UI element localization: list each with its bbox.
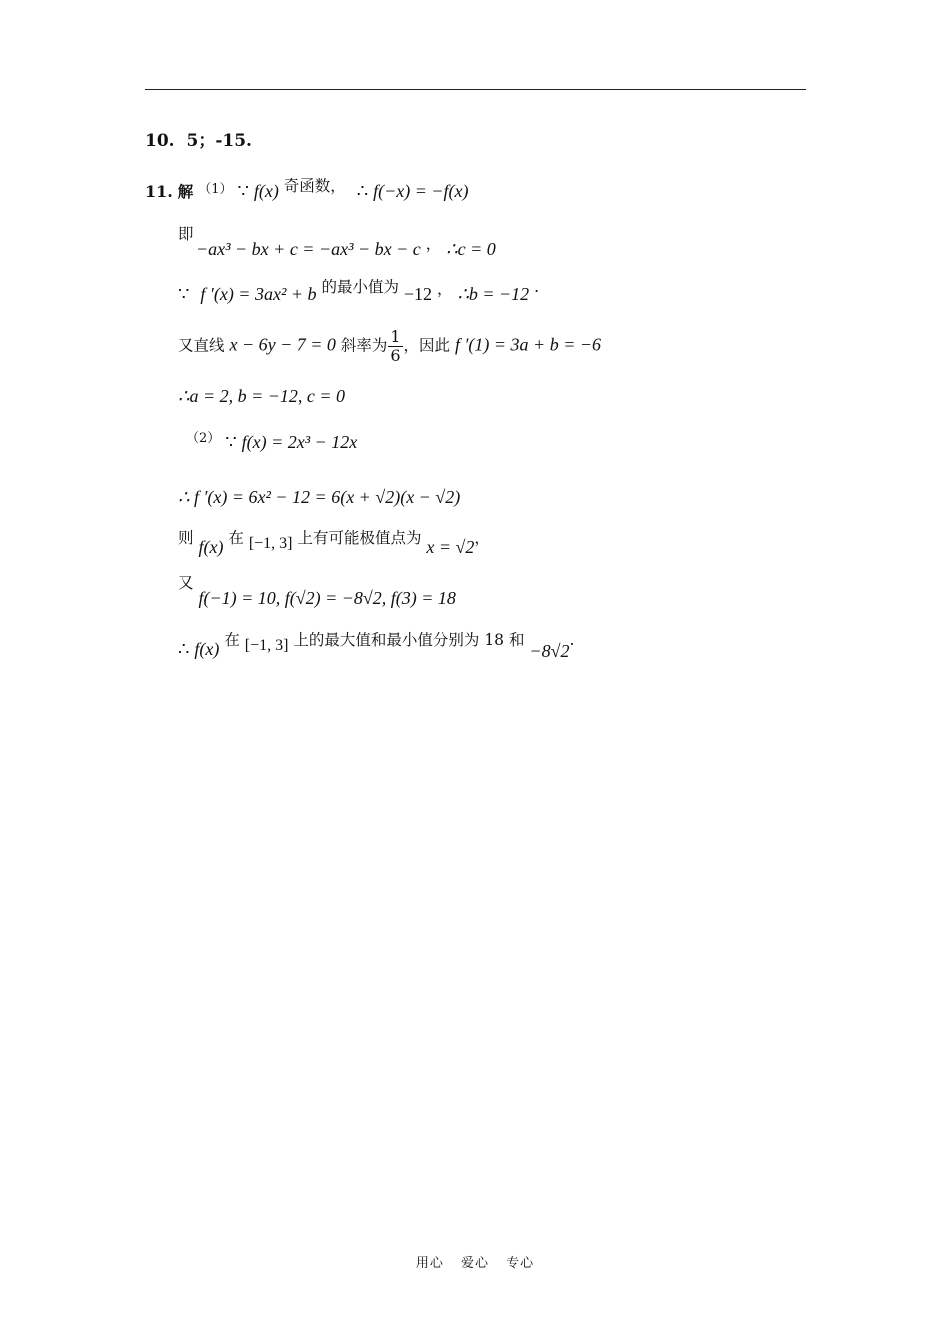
footer-text-3: 专心 <box>506 1256 535 1271</box>
page-footer <box>0 1252 950 1271</box>
ze-text: 则 <box>178 529 194 547</box>
therefore-text: ，因此 <box>403 336 451 355</box>
q11-line-10 <box>178 628 575 661</box>
q11-line-2 <box>178 225 496 272</box>
therefore-symbol-2: ∴ <box>178 639 190 659</box>
q11-line-3 <box>178 278 540 305</box>
fraction-numerator: 1 <box>390 327 401 346</box>
q11-line-4 <box>178 328 601 365</box>
fx-expression-3: f(x) <box>194 639 220 659</box>
q11-line-1 <box>145 177 469 202</box>
q11-line-5 <box>178 386 345 407</box>
function-values: f(−1) = 10, f(√2) = −8√2, f(3) = 18 <box>198 588 456 608</box>
q11-label: 11. <box>145 182 173 201</box>
q10-answer: 5；-15. <box>186 131 252 151</box>
fx-expression: f(x) <box>253 181 279 201</box>
because-symbol-3: ∵ <box>225 432 237 452</box>
q10-label: 10. <box>145 131 175 151</box>
polynomial-equation: −ax³ − bx + c = −ax³ − bx − c <box>196 239 421 259</box>
therefore-symbol: ∴ <box>356 181 369 201</box>
l3-comma: ， <box>436 280 453 298</box>
min-value: −12 <box>403 284 433 304</box>
zai-text-2: 在 <box>224 631 240 649</box>
odd-equation: f(−x) = −f(x) <box>373 181 469 201</box>
q11-line-6 <box>186 432 357 453</box>
because-symbol-2: ∵ <box>178 284 190 304</box>
abc-result: ∴a = 2, b = −12, c = 0 <box>178 386 346 406</box>
q11-part1: （1） <box>198 182 233 197</box>
line-text: 又直线 <box>178 336 225 355</box>
min-text: 的最小值为 <box>321 278 399 296</box>
slope-text: 斜率为 <box>340 336 388 355</box>
q11-line-8 <box>178 526 490 557</box>
function-definition: f(x) = 2x³ − 12x <box>241 432 358 452</box>
header-rule <box>145 89 806 90</box>
odd-function-text: 奇函数， <box>283 177 346 195</box>
footer-text-1: 用心 <box>415 1256 444 1271</box>
extreme-text: 上有可能极值点为 <box>297 529 422 547</box>
fx-expression-2: f(x) <box>198 537 224 557</box>
fraction-denominator: 6 <box>390 346 401 365</box>
l10-dot: . <box>569 631 575 649</box>
interval-2: [−1, 3] <box>244 637 289 654</box>
l8-comma: ， <box>474 529 490 547</box>
l3-dot: . <box>534 278 540 296</box>
q11-line-9 <box>178 574 456 608</box>
slope-equation: f ′(1) = 3a + b = −6 <box>454 334 601 355</box>
derivative-factored: ∴ f ′(x) = 6x² − 12 = 6(x + √2)(x − √2) <box>178 487 461 507</box>
footer-text-2: 爱心 <box>460 1256 489 1271</box>
b-result: ∴b = −12 <box>457 284 530 304</box>
slope-fraction <box>388 328 402 365</box>
q11-solve: 解 <box>177 182 194 201</box>
interval: [−1, 3] <box>248 535 293 552</box>
derivative-expression: f ′(x) = 3ax² + b <box>200 284 317 304</box>
c-result: ∴c = 0 <box>446 239 496 259</box>
q11-part2: （2） <box>186 431 221 446</box>
extreme-point: x = √2 <box>426 537 475 557</box>
zai-text: 在 <box>228 529 244 547</box>
you-text: 又 <box>178 574 194 592</box>
question-10 <box>145 126 252 151</box>
l2-comma: ， <box>425 235 442 253</box>
line-equation: x − 6y − 7 = 0 <box>229 334 336 355</box>
because-symbol: ∵ <box>237 181 249 201</box>
q11-line-7 <box>178 487 460 508</box>
max-min-text: 上的最大值和最小值分别为 18 和 <box>293 631 525 649</box>
min-value-2: −8√2 <box>529 641 570 661</box>
ji-text: 即 <box>178 225 194 243</box>
